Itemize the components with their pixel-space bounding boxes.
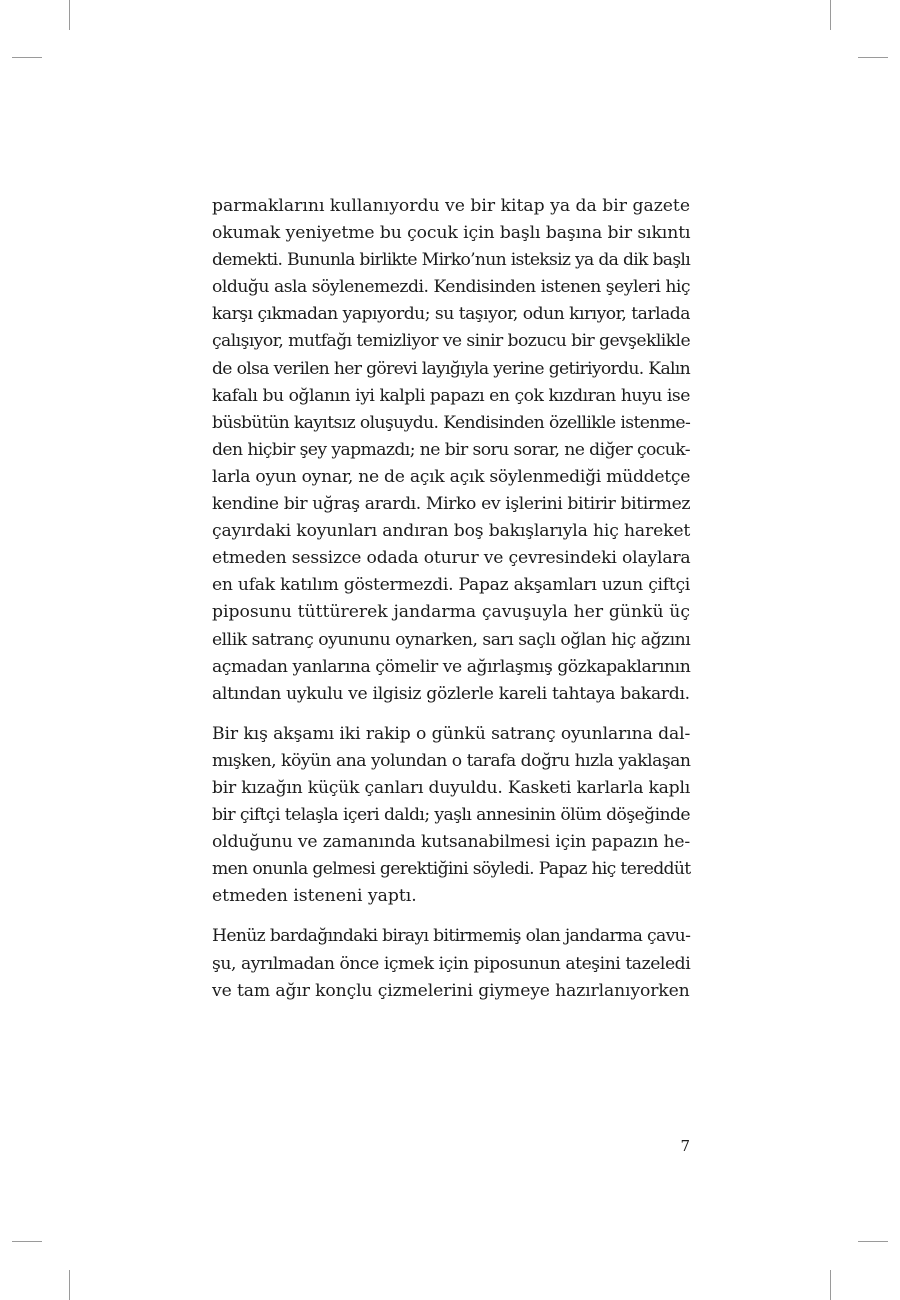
page-number: 7 (680, 1137, 690, 1155)
crop-mark-right-bottom (858, 1241, 888, 1242)
crop-mark-top-left (69, 0, 70, 30)
text-line: en ufak katılım göstermezdi. Papaz akşamları uzun çiftçi (212, 575, 690, 596)
text-line: larla oyun oynar, ne de açık açık söylenmediği müddetçe (212, 466, 691, 487)
text-line: ellik satranç oyununu oynarken, sarı saçlı oğlan hiç ağzını (212, 629, 691, 650)
text-line: mışken, köyün ana yolundan o tarafa doğru hızla yaklaşan (212, 750, 691, 771)
text-line: etmeden isteneni yaptı. (212, 886, 417, 907)
crop-mark-top-right (830, 0, 831, 30)
paragraph (212, 923, 690, 1004)
text-line: Bir kış akşamı iki rakip o günkü satranç oyunlarına dal- (212, 723, 691, 744)
crop-mark-left-top (12, 57, 42, 58)
crop-mark-bottom-right (830, 1270, 831, 1300)
crop-mark-bottom-left (69, 1270, 70, 1300)
text-line: olduğu asla söylenemezdi. Kendisinden istenen şeyleri hiç (212, 277, 690, 298)
text-line: büsbütün kayıtsız oluşuydu. Kendisinden özellikle istenme- (212, 412, 691, 433)
text-line: olduğunu ve zamanında kutsanabilmesi için papazın he- (212, 832, 690, 853)
text-line: karşı çıkmadan yapıyordu; su taşıyor, odun kırıyor, tarlada (212, 304, 690, 325)
text-line: kendine bir uğraş arardı. Mirko ev işlerini bitirir bitirmez (212, 494, 690, 515)
text-line: demekti. Bununla birlikte Mirko’nun isteksiz ya da dik başlı (212, 250, 690, 271)
text-line: men onunla gelmesi gerektiğini söyledi. Papaz hiç tereddüt (212, 859, 691, 880)
text-line: açmadan yanlarına çömelir ve ağırlaşmış gözkapaklarının (212, 656, 691, 677)
crop-mark-right-top (858, 57, 888, 58)
text-line: çalışıyor, mutfağı temizliyor ve sinir bozucu bir gevşeklikle (212, 331, 691, 352)
text-line: de olsa verilen her görevi layığıyla yerine getiriyordu. Kalın (212, 358, 690, 379)
text-line: bir çiftçi telaşla içeri daldı; yaşlı annesinin ölüm döşeğinde (212, 805, 690, 826)
paragraph (212, 721, 690, 911)
text-line: parmaklarını kullanıyordu ve bir kitap ya da bir gazete (212, 196, 690, 216)
body-text (212, 193, 690, 1005)
paragraph (212, 193, 690, 708)
text-line: altından uykulu ve ilgisiz gözlerle kareli tahtaya bakardı. (212, 683, 690, 704)
text-line: Henüz bardağındaki birayı bitirmemiş olan jandarma çavu- (212, 926, 691, 947)
text-line: çayırdaki koyunları andıran boş bakışlarıyla hiç hareket (212, 521, 691, 542)
text-line: ve tam ağır konçlu çizmelerini giymeye hazırlanıyorken (212, 980, 690, 1001)
text-line: etmeden sessizce odada oturur ve çevresindeki olaylara (212, 548, 691, 569)
text-line: okumak yeniyetme bu çocuk için başlı başına bir sıkıntı (212, 223, 691, 244)
crop-mark-left-bottom (12, 1241, 42, 1242)
text-line: şu, ayrılmadan önce içmek için piposunun ateşini tazeledi (212, 953, 691, 974)
text-line: kafalı bu oğlanın iyi kalpli papazı en çok kızdıran huyu ise (212, 385, 690, 406)
text-line: den hiçbir şey yapmazdı; ne bir soru sorar, ne diğer çocuk- (212, 439, 690, 460)
text-line: piposunu tüttürerek jandarma çavuşuyla her günkü üç (212, 602, 690, 623)
text-line: bir kızağın küçük çanları duyuldu. Kasketi karlarla kaplı (212, 777, 690, 798)
